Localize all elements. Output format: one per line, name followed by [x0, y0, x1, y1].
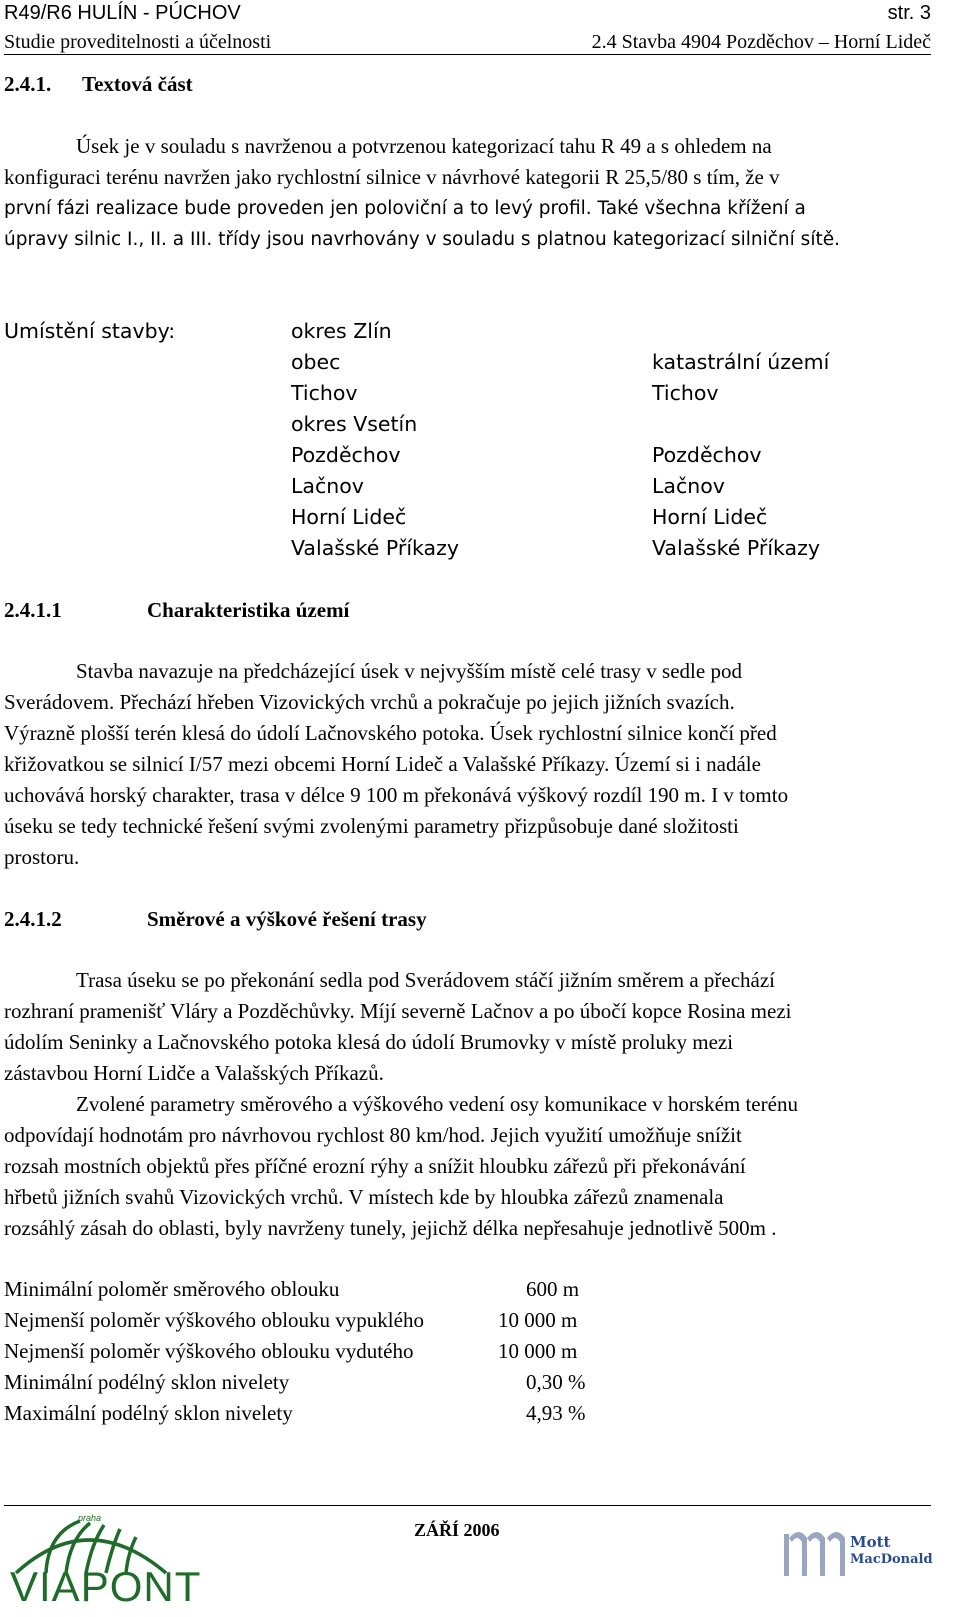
- parameter-label: Nejmenší poloměr výškového oblouku vydutého: [4, 1339, 414, 1363]
- parameter-value: 10 000 m: [498, 1339, 578, 1363]
- text-line: uchovává horský charakter, trasa v délce 9 100 m překonává výškový rozdíl 190 m. I v tomto: [4, 783, 789, 807]
- parameter-value: 600 m: [526, 1277, 580, 1301]
- mott-macdonald-logo: [782, 1522, 932, 1582]
- text-line: Úsek je v souladu s navrženou a potvrzenou kategorizací tahu R 49 a s ohledem na: [76, 134, 772, 158]
- location-item: okres Vsetín: [291, 412, 418, 436]
- page-header-sub: [4, 31, 931, 55]
- text-line: rozsáhlý zásah do oblasti, byly navrženy tunely, jejichž délka nepřesahuje jednotlivě 500m .: [4, 1216, 777, 1240]
- subsection-title: Směrové a výškové řešení trasy: [147, 907, 427, 931]
- location-item: Pozděchov: [652, 443, 762, 467]
- study-title: Studie proveditelnosti a účelnosti: [4, 31, 272, 53]
- text-line: odpovídají hodnotám pro návrhovou rychlost 80 km/hod. Jejich využití umožňuje snížit: [4, 1123, 742, 1147]
- text-line: Stavba navazuje na předcházející úsek v nejvyšším místě celé trasy v sedle pod: [76, 659, 742, 683]
- route-paragraph-1: [4, 965, 927, 1089]
- footer-date: ZÁŘÍ 2006: [414, 1520, 500, 1540]
- territory-paragraph: [4, 656, 927, 873]
- location-item: Horní Lideč: [291, 505, 407, 529]
- location-item: okres Zlín: [291, 319, 392, 343]
- text-line: prostoru.: [4, 845, 80, 869]
- text-line: úseku se tedy technické řešení svými zvolenými parametry přizpůsobuje dané složitosti: [4, 814, 739, 838]
- route-paragraph-2: [4, 1089, 927, 1244]
- location-label: Umístění stavby:: [4, 319, 176, 343]
- viapont-logo-small: praha: [78, 1513, 102, 1523]
- mott-logo-line1: Mott: [850, 1533, 891, 1551]
- location-item: Lačnov: [652, 474, 725, 498]
- location-item: Lačnov: [291, 474, 364, 498]
- text-line: Výrazně plošší terén klesá do údolí Lačnovského potoka. Úsek rychlostní silnice končí před: [4, 721, 777, 745]
- text-line: hřbetů jižních svahů Vizovických vrchů. V místech kde by hloubka zářezů znamenala: [4, 1185, 724, 1209]
- location-item: Pozděchov: [291, 443, 401, 467]
- location-item: obec: [291, 350, 341, 374]
- project-title: R49/R6 HULÍN - PÚCHOV: [4, 2, 241, 24]
- viapont-logo: [8, 1513, 202, 1617]
- location-item: Tichov: [291, 381, 358, 405]
- location-item: Tichov: [652, 381, 719, 405]
- page-number: str. 3: [887, 2, 931, 24]
- location-item: katastrální území: [652, 350, 830, 374]
- location-item: Valašské Příkazy: [291, 536, 459, 560]
- section-title: Textová část: [82, 72, 193, 96]
- subsection-title: Charakteristika území: [147, 598, 350, 622]
- footer-divider: [4, 1505, 931, 1506]
- text-line: rozsah mostních objektů přes příčné erozní rýhy a snížit hloubku zářezů při překonávání: [4, 1154, 746, 1178]
- parameter-label: Minimální podélný sklon nivelety: [4, 1370, 290, 1394]
- parameter-value: 10 000 m: [498, 1308, 578, 1332]
- text-line: Sverádovem. Přechází hřeben Vizovických vrchů a pokračuje po jejich jižních svazích.: [4, 690, 735, 714]
- parameter-value: 4,93 %: [526, 1401, 586, 1425]
- viapont-logo-text: VIAPONT: [10, 1563, 202, 1610]
- parameter-label: Nejmenší poloměr výškového oblouku vypuklého: [4, 1308, 424, 1332]
- intro-paragraph: [4, 131, 927, 255]
- text-line: první fázi realizace bude proveden jen poloviční a to levý profil. Také všechna křížení a: [4, 198, 806, 219]
- location-item: Horní Lideč: [652, 505, 768, 529]
- text-line: zástavbou Horní Lidče a Valašských Příkazů.: [4, 1061, 384, 1085]
- parameter-label: Minimální poloměr směrového oblouku: [4, 1277, 340, 1301]
- section-reference: 2.4 Stavba 4904 Pozděchov – Horní Lideč: [591, 31, 931, 53]
- text-line: úpravy silnic I., II. a III. třídy jsou navrhovány v souladu s platnou kategorizací silniční sítě.: [4, 229, 840, 250]
- text-line: konfiguraci terénu navržen jako rychlostní silnice v návrhové kategorii R 25,5/80 s tím, že v: [4, 165, 780, 189]
- text-line: Zvolené parametry směrového a výškového vedení osy komunikace v horském terénu: [76, 1092, 798, 1116]
- parameter-label: Maximální podélný sklon nivelety: [4, 1401, 293, 1425]
- text-line: křižovatkou se silnicí I/57 mezi obcemi Horní Lideč a Valašské Příkazy. Území si i nadále: [4, 752, 761, 776]
- mott-logo-line2: MacDonald: [850, 1552, 933, 1567]
- section-number: 2.4.1.: [4, 72, 52, 96]
- mott-mm-icon: [782, 1522, 848, 1582]
- parameter-value: 0,30 %: [526, 1370, 586, 1394]
- location-item: Valašské Příkazy: [652, 536, 820, 560]
- text-line: rozhraní pramenišť Vláry a Pozděchůvky. Míjí severně Lačnov a po úbočí kopce Rosina mezi: [4, 999, 792, 1023]
- text-line: Trasa úseku se po překonání sedla pod Sverádovem stáčí jižním směrem a přechází: [76, 968, 776, 992]
- subsection-number: 2.4.1.1: [4, 598, 62, 622]
- text-line: údolím Seninky a Lačnovského potoka klesá do údolí Brumovky v místě proluky mezi: [4, 1030, 734, 1054]
- subsection-number: 2.4.1.2: [4, 907, 62, 931]
